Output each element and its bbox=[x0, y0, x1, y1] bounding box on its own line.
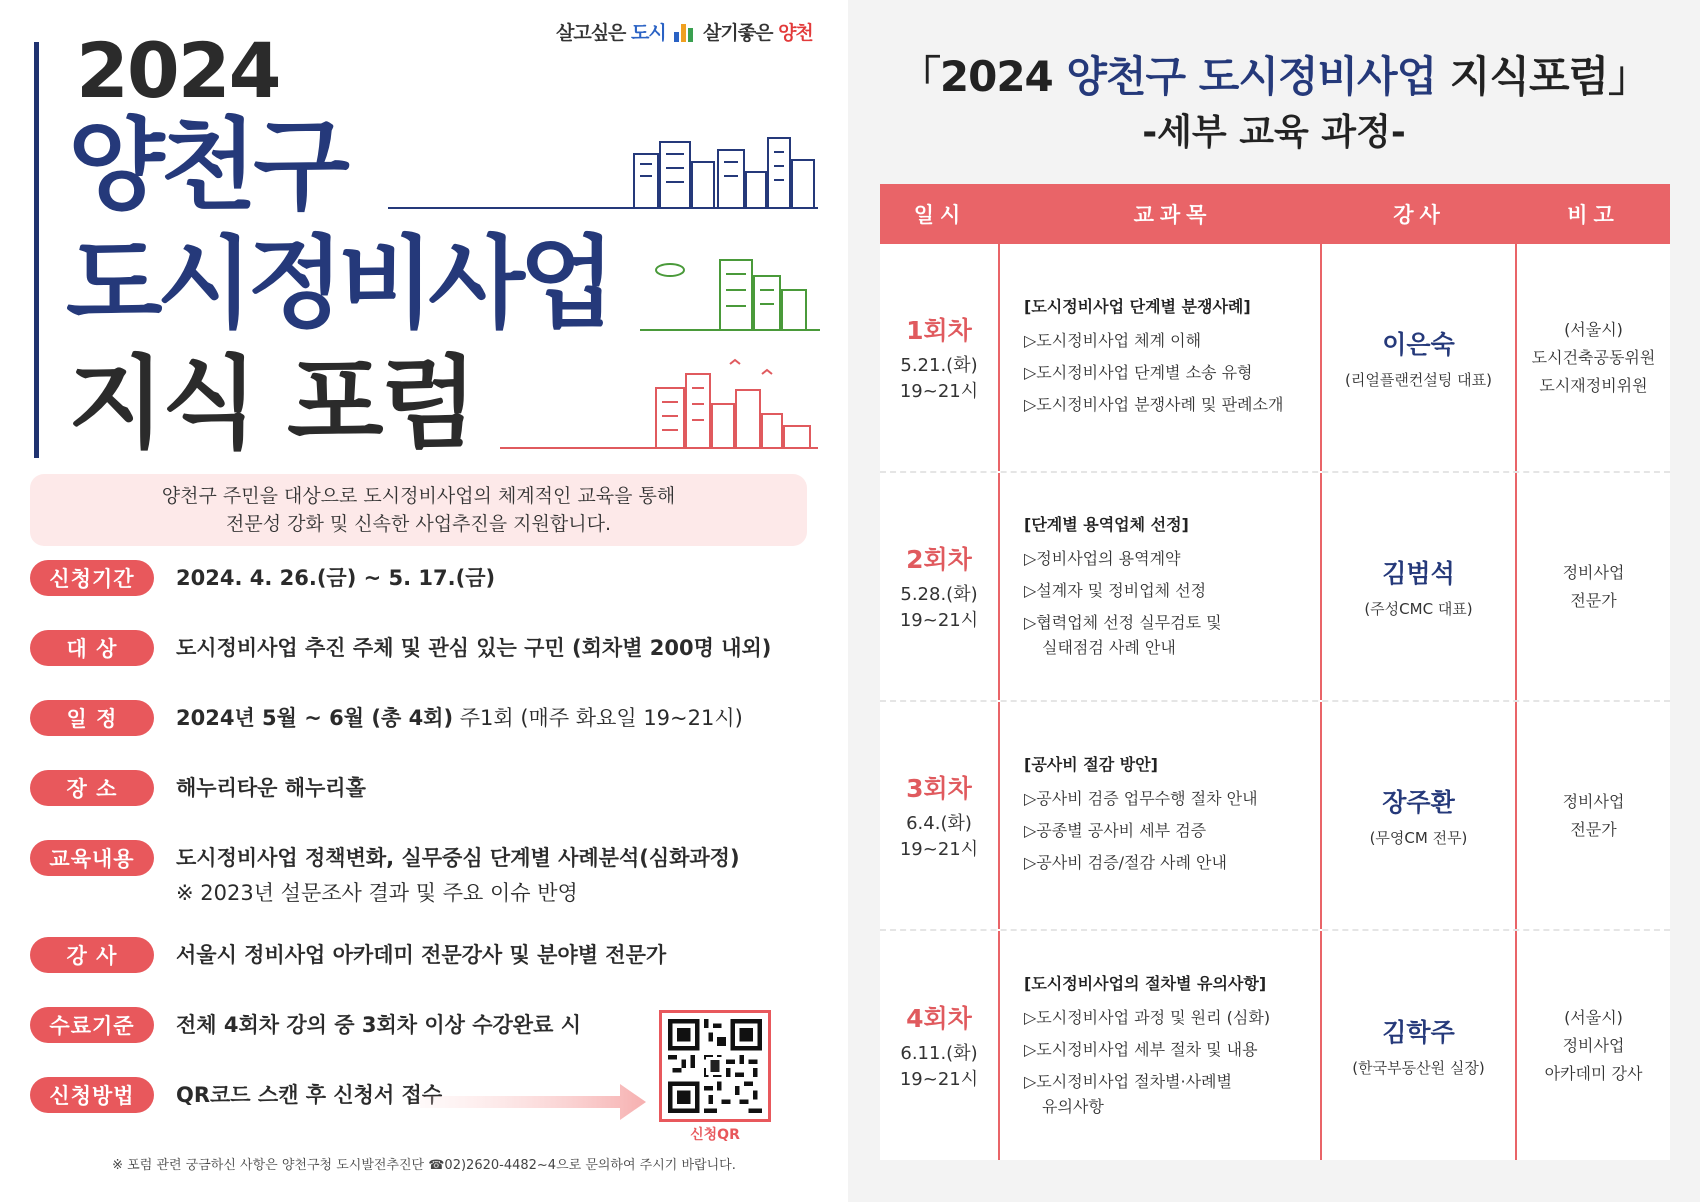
slogan-text-1: 살고싶은 bbox=[556, 22, 626, 44]
lecturer-name: 김범석 bbox=[1382, 559, 1455, 588]
cityscape-green-icon bbox=[640, 250, 820, 334]
info-value-main: 도시정비사업 정책변화, 실무중심 단계별 사례분석(심화과정) bbox=[176, 846, 740, 870]
table-header bbox=[880, 184, 1670, 244]
table-body bbox=[880, 244, 1670, 1160]
lecturer-org: (리얼플랜컨설팅 대표) bbox=[1345, 371, 1492, 389]
note-line: 전문가 bbox=[1570, 590, 1617, 610]
note-cell bbox=[1517, 931, 1670, 1160]
lecturer-name: 김학주 bbox=[1382, 1018, 1455, 1047]
date-cell bbox=[880, 931, 1000, 1160]
lecturer-cell bbox=[1322, 931, 1517, 1160]
poster-title-line2: 도시정비사업 bbox=[66, 225, 610, 342]
note-line: 정비사업 bbox=[1562, 562, 1625, 582]
header-note: 비고 bbox=[1567, 203, 1620, 227]
poster-title-line1: 양천구 bbox=[68, 107, 346, 224]
round-label: 2회차 bbox=[906, 544, 972, 574]
lecturer-cell bbox=[1322, 473, 1517, 700]
table-row bbox=[880, 244, 1670, 473]
schedule-panel bbox=[848, 0, 1700, 1202]
qr-code-icon bbox=[668, 1019, 762, 1113]
cityscape-navy-icon bbox=[388, 132, 818, 212]
info-label: 수료기준 bbox=[30, 1007, 154, 1043]
session-time: 19~21시 bbox=[899, 609, 979, 631]
subject-cell bbox=[1000, 702, 1322, 929]
session-time: 19~21시 bbox=[899, 380, 979, 402]
arrow-right-icon bbox=[420, 1080, 648, 1124]
note-line: 정비사업 bbox=[1562, 1035, 1625, 1055]
info-value bbox=[176, 840, 740, 910]
info-row-venue bbox=[30, 770, 810, 806]
slogan-text-3: 살기좋은 bbox=[703, 22, 773, 44]
lecturer-cell bbox=[1322, 702, 1517, 929]
info-value-sub: ※ 2023년 설문조사 결과 및 주요 이슈 반영 bbox=[176, 881, 578, 905]
title-highlight: 양천구 도시정비사업 bbox=[1066, 52, 1437, 101]
lecturer-name: 장주환 bbox=[1382, 788, 1455, 817]
schedule-title bbox=[848, 44, 1700, 104]
note-cell bbox=[1517, 244, 1670, 471]
apply-qr-code[interactable] bbox=[659, 1010, 771, 1122]
city-slogan bbox=[556, 18, 813, 45]
note-cell bbox=[1517, 473, 1670, 700]
accent-bar bbox=[34, 42, 39, 458]
info-label: 교육내용 bbox=[30, 840, 154, 876]
info-value: 서울시 정비사업 아카데미 전문강사 및 분야별 전문가 bbox=[176, 943, 667, 967]
intro-line-2: 전문성 강화 및 신속한 사업추진을 지원합니다. bbox=[226, 513, 611, 535]
subject-item-continued: 실태점검 사례 안내 bbox=[1042, 638, 1176, 657]
subject-cell bbox=[1000, 473, 1322, 700]
lecturer-name: 이은숙 bbox=[1382, 330, 1455, 359]
session-time: 19~21시 bbox=[899, 838, 979, 860]
note-line: (서울시) bbox=[1564, 1007, 1623, 1027]
note-line: 아카데미 강사 bbox=[1544, 1063, 1643, 1083]
info-label: 신청방법 bbox=[30, 1077, 154, 1113]
lecturer-org: (주성CMC 대표) bbox=[1364, 600, 1473, 618]
subject-title: [공사비 절감 방안] bbox=[1024, 755, 1158, 774]
note-line: 도시건축공동위원 bbox=[1531, 347, 1656, 367]
subject-item: ▷공종별 공사비 세부 검증 bbox=[1024, 821, 1207, 840]
header-lecturer: 강사 bbox=[1393, 203, 1446, 227]
subject-item: ▷도시정비사업 과정 및 원리 (심화) bbox=[1024, 1008, 1271, 1027]
title-open: 「2024 bbox=[898, 52, 1067, 101]
info-label: 장 소 bbox=[30, 770, 154, 806]
session-date: 6.11.(화) bbox=[900, 1042, 978, 1064]
info-value: 전체 4회차 강의 중 3회차 이상 수강완료 시 bbox=[176, 1013, 581, 1037]
subject-item: ▷설계자 및 정비업체 선정 bbox=[1024, 581, 1207, 600]
date-cell bbox=[880, 244, 1000, 471]
subject-item-continued: 유의사항 bbox=[1042, 1097, 1104, 1116]
slogan-text-2: 도시 bbox=[631, 22, 666, 44]
subject-item: ▷협력업체 선정 실무검토 및 bbox=[1024, 613, 1222, 632]
date-cell bbox=[880, 473, 1000, 700]
cityscape-red-icon bbox=[500, 354, 818, 452]
info-label: 신청기간 bbox=[30, 560, 154, 596]
header-date: 일시 bbox=[913, 203, 967, 227]
title-close: 지식포럼」 bbox=[1436, 52, 1650, 101]
intro-line-1: 양천구 주민을 대상으로 도시정비사업의 체계적인 교육을 통해 bbox=[161, 485, 676, 507]
table-row bbox=[880, 931, 1670, 1160]
schedule-subtitle: -세부 교육 과정- bbox=[1142, 112, 1406, 153]
info-row-target bbox=[30, 630, 810, 666]
lecturer-cell bbox=[1322, 244, 1517, 471]
subject-item: ▷공사비 검증 업무수행 절차 안내 bbox=[1024, 789, 1258, 808]
lecturer-org: (한국부동산원 실장) bbox=[1352, 1059, 1485, 1077]
session-date: 5.28.(화) bbox=[900, 583, 978, 605]
header-subject: 교과목 bbox=[1133, 203, 1213, 227]
info-row-period bbox=[30, 560, 810, 596]
forum-poster bbox=[0, 0, 848, 1202]
subject-item: ▷공사비 검증/절감 사례 안내 bbox=[1024, 853, 1227, 872]
slogan-text-4: 양천 bbox=[778, 22, 813, 44]
lecturer-org: (무영CM 전무) bbox=[1369, 829, 1468, 847]
contact-footnote: ※ 포럼 관련 궁금하신 사항은 양천구청 도시발전추진단 ☎02)2620-4482~4으로 문의하여 주시기 바랍니다. bbox=[112, 1158, 736, 1173]
subject-cell bbox=[1000, 931, 1322, 1160]
session-date: 5.21.(화) bbox=[900, 354, 978, 376]
note-line: 전문가 bbox=[1570, 819, 1617, 839]
subject-item: ▷도시정비사업 절차별·사례별 bbox=[1024, 1072, 1232, 1091]
poster-year: 2024 bbox=[76, 26, 280, 115]
info-value bbox=[176, 700, 743, 736]
info-row-lecturer bbox=[30, 937, 810, 973]
info-value-bold: 2024년 5월 ~ 6월 (총 4회) bbox=[176, 706, 454, 730]
date-cell bbox=[880, 702, 1000, 929]
info-label: 일 정 bbox=[30, 700, 154, 736]
poster-title-line3: 지식 포럼 bbox=[68, 345, 475, 462]
info-label: 강 사 bbox=[30, 937, 154, 973]
round-label: 3회차 bbox=[906, 773, 972, 803]
qr-label: 신청QR bbox=[690, 1127, 740, 1143]
subject-title: [도시정비사업 단계별 분쟁사례] bbox=[1024, 297, 1251, 316]
schedule-table bbox=[880, 184, 1670, 1160]
info-row-content bbox=[30, 840, 810, 910]
intro-box bbox=[30, 474, 807, 546]
subject-title: [도시정비사업의 절차별 유의사항] bbox=[1024, 974, 1267, 993]
table-row bbox=[880, 702, 1670, 931]
info-value: 해누리타운 해누리홀 bbox=[176, 776, 366, 800]
info-row-schedule bbox=[30, 700, 810, 736]
subject-item: ▷도시정비사업 세부 절차 및 내용 bbox=[1024, 1040, 1258, 1059]
subject-cell bbox=[1000, 244, 1322, 471]
subject-item: ▷도시정비사업 분쟁사례 및 판례소개 bbox=[1024, 395, 1284, 414]
info-value: 2024. 4. 26.(금) ~ 5. 17.(금) bbox=[176, 566, 496, 590]
session-time: 19~21시 bbox=[899, 1068, 979, 1090]
table-row bbox=[880, 473, 1670, 702]
note-line: 도시재정비위원 bbox=[1539, 375, 1648, 395]
bar-logo-icon bbox=[673, 22, 695, 42]
note-line: 정비사업 bbox=[1562, 791, 1625, 811]
info-label: 대 상 bbox=[30, 630, 154, 666]
note-cell bbox=[1517, 702, 1670, 929]
session-date: 6.4.(화) bbox=[906, 812, 972, 834]
round-label: 4회차 bbox=[906, 1003, 972, 1033]
subject-item: ▷도시정비사업 체계 이해 bbox=[1024, 331, 1202, 350]
note-line: (서울시) bbox=[1564, 319, 1623, 339]
info-value-normal: 주1회 (매주 화요일 19~21시) bbox=[453, 706, 743, 730]
round-label: 1회차 bbox=[906, 315, 972, 345]
subject-title: [단계별 용역업체 선정] bbox=[1024, 515, 1189, 534]
subject-item: ▷정비사업의 용역계약 bbox=[1024, 549, 1181, 568]
info-value: 도시정비사업 추진 주체 및 관심 있는 구민 (회차별 200명 내외) bbox=[176, 636, 772, 660]
subject-item: ▷도시정비사업 단계별 소송 유형 bbox=[1024, 363, 1253, 382]
info-value: QR코드 스캔 후 신청서 접수 bbox=[176, 1083, 443, 1107]
